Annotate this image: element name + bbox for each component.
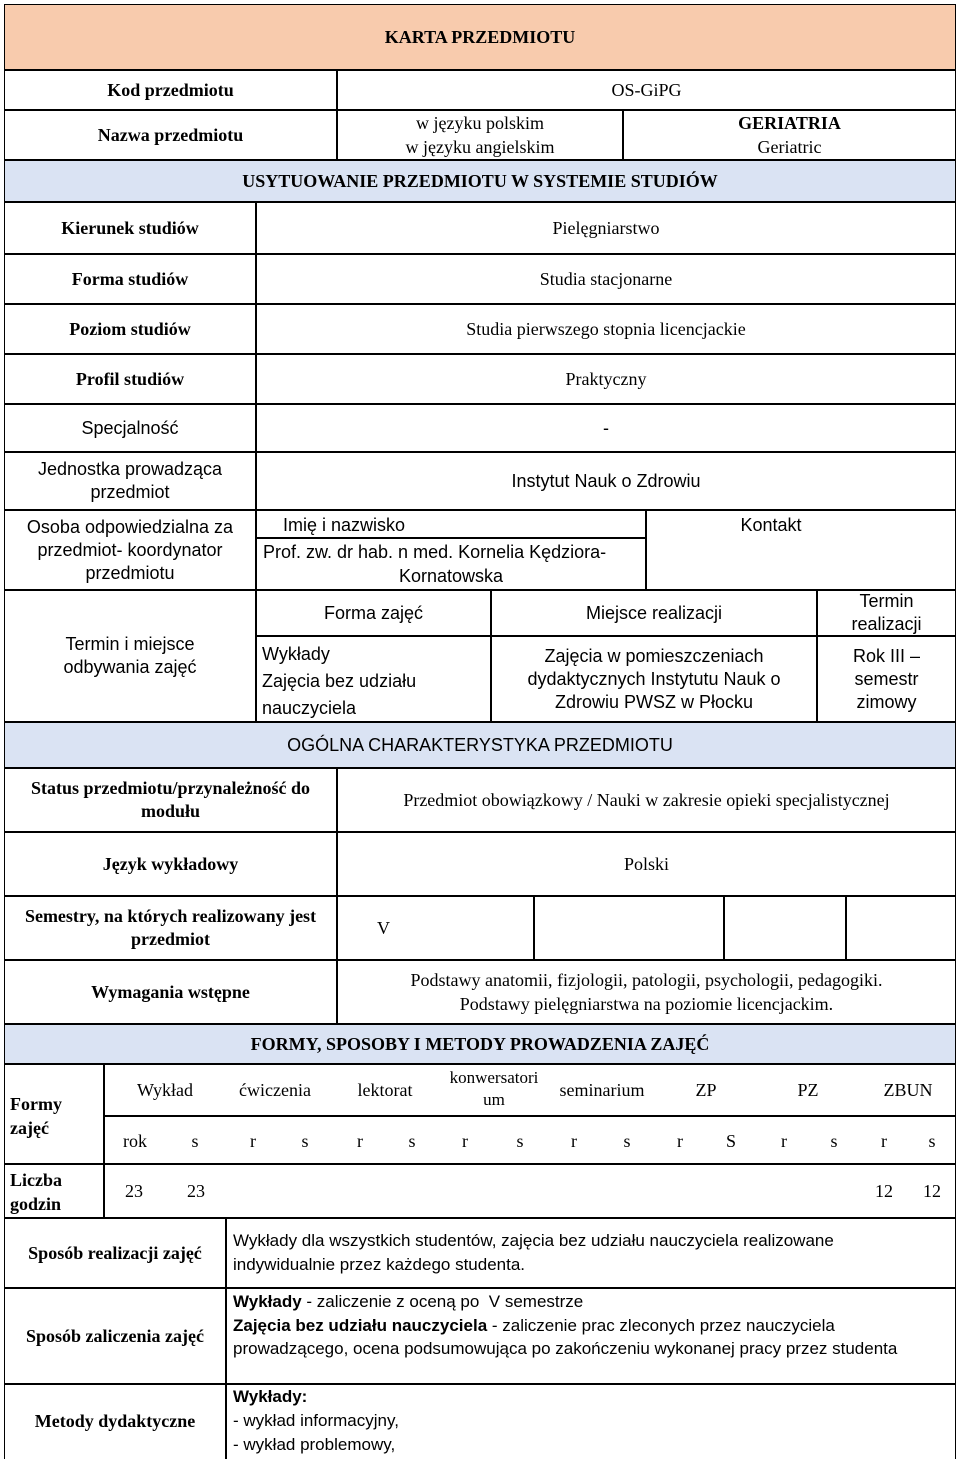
subheader-cell-1: s bbox=[191, 1131, 199, 1151]
section-ogolna-title: OGÓLNA CHARAKTERYSTYKA PRZEDMIOTU bbox=[287, 735, 673, 755]
zaliczenia-zbun-bold: Zajęcia bez udziału nauczyciela bbox=[233, 1315, 488, 1335]
zaliczenia-zbun-text: - zaliczenie prac zleconych przez nauczyciela prowadzącego, ocena podsumowująca po zakończeniu wykonanej pracy przez studenta bbox=[233, 1315, 898, 1358]
nazwa-pl-value: GERIATRIA bbox=[738, 113, 841, 133]
subheader-cell-11: S bbox=[725, 1131, 736, 1151]
semestry-cell-4 bbox=[846, 896, 956, 960]
jezyk-value: Polski bbox=[623, 853, 670, 874]
wymagania-label: Wymagania wstępne bbox=[91, 981, 250, 1002]
semestry-cell-1 bbox=[337, 896, 534, 960]
hours-cell-15: 12 bbox=[923, 1181, 941, 1201]
subheader-cell-3: s bbox=[301, 1131, 309, 1151]
realizacji-value: Wykłady dla wszystkich studentów, zajęcia bez udziału nauczyciela realizowane indywidualnie przez każdego studenta. bbox=[233, 1231, 834, 1274]
forma-studiow-label: Forma studiów bbox=[71, 268, 189, 289]
termin-termin-value: Rok III – semestr zimowy bbox=[852, 645, 921, 712]
osoba-contact-header: Kontakt bbox=[740, 515, 802, 535]
semestry-label: Semestry, na których realizowany jest przedmiot bbox=[24, 906, 317, 949]
subheader-cell-15: s bbox=[928, 1131, 936, 1151]
metody-header: Wykłady: bbox=[233, 1387, 308, 1406]
zaliczenia-label: Sposób zaliczenia zajęć bbox=[26, 1325, 204, 1346]
termin-label: Termin i miejsce odbywania zajęć bbox=[63, 634, 197, 677]
section-usytuowanie-title: USYTUOWANIE PRZEDMIOTU W SYSTEMIE STUDIÓW bbox=[242, 171, 718, 191]
kod-value: OS-GiPG bbox=[611, 79, 682, 100]
kierunek-value: Pielęgniarstwo bbox=[552, 217, 660, 238]
formy-label: Formy zajęć bbox=[10, 1094, 62, 1138]
semestry-value: V bbox=[377, 918, 390, 938]
osoba-name-line2: Kornatowska bbox=[398, 566, 504, 586]
kierunek-label: Kierunek studiów bbox=[61, 217, 199, 238]
kod-label: Kod przedmiotu bbox=[107, 79, 234, 100]
zaliczenia-wyklady-text: - zaliczenie z oceną po V semestrze bbox=[301, 1292, 584, 1311]
liczba-values-row bbox=[104, 1164, 956, 1218]
subheader-cell-10: r bbox=[677, 1131, 683, 1151]
wymagania-line2: Podstawy pielęgniarstwa na poziomie licencjackim. bbox=[459, 994, 834, 1014]
subheader-cell-9: s bbox=[623, 1131, 631, 1151]
zaliczenia-value bbox=[233, 1290, 923, 1361]
subheader-cell-2: r bbox=[250, 1131, 256, 1151]
zaliczenia-wyklady-bold: Wykłady bbox=[233, 1292, 302, 1311]
subheader-cell-6: r bbox=[462, 1131, 468, 1151]
metody-item-2: - wykład problemowy, bbox=[233, 1435, 396, 1454]
nazwa-pl-label: w języku polskim bbox=[416, 113, 544, 133]
form-type-zbun[interactable]: ZBUN bbox=[883, 1080, 933, 1100]
profil-label: Profil studiów bbox=[75, 368, 185, 389]
profil-value: Praktyczny bbox=[565, 368, 647, 389]
form-type-seminarium[interactable]: seminarium bbox=[559, 1080, 645, 1100]
form-type-konwersatorium-line2[interactable]: um bbox=[483, 1090, 505, 1109]
form-type-zp[interactable]: ZP bbox=[695, 1080, 717, 1100]
hours-cell-14: 12 bbox=[875, 1181, 893, 1201]
termin-forma-value: Wykłady Zajęcia bez udziału nauczyciela bbox=[262, 644, 417, 718]
osoba-name-line1: Prof. zw. dr hab. n med. Kornelia Kędziora- bbox=[263, 542, 607, 562]
subheader-cell-0: rok bbox=[123, 1131, 147, 1151]
form-type-pz[interactable]: PZ bbox=[797, 1080, 819, 1100]
section-formy-title: FORMY, SPOSOBY I METODY PROWADZENIA ZAJĘĆ bbox=[250, 1034, 710, 1054]
nazwa-en-label: w języku angielskim bbox=[405, 137, 555, 157]
subheader-cell-5: s bbox=[408, 1131, 416, 1151]
jednostka-value: Instytut Nauk o Zdrowiu bbox=[511, 470, 701, 491]
nazwa-en-value: Geriatric bbox=[757, 137, 822, 157]
status-label: Status przedmiotu/przynależność do modułu bbox=[31, 778, 310, 821]
semestry-cell-3 bbox=[724, 896, 846, 960]
poziom-label: Poziom studiów bbox=[69, 318, 191, 339]
subheader-cell-8: r bbox=[571, 1131, 577, 1151]
wymagania-line1: Podstawy anatomii, fizjologii, patologii, psychologii, pedagogiki. bbox=[410, 970, 883, 990]
realizacji-label: Sposób realizacji zajęć bbox=[28, 1242, 202, 1263]
metody-label: Metody dydaktyczne bbox=[34, 1411, 196, 1431]
jednostka-label: Jednostka prowadząca przedmiot bbox=[37, 459, 223, 502]
subheader-cell-7: s bbox=[516, 1131, 524, 1151]
termin-termin-header: Termin realizacji bbox=[851, 591, 922, 634]
metody-item-1: - wykład informacyjny, bbox=[233, 1411, 399, 1430]
specjalnosc-label: Specjalność bbox=[81, 417, 179, 438]
subheader-cell-4: r bbox=[357, 1131, 363, 1151]
specjalnosc-value: - bbox=[603, 417, 609, 438]
nazwa-label: Nazwa przedmiotu bbox=[97, 124, 244, 145]
subheader-cell-13: s bbox=[830, 1131, 838, 1151]
hours-cell-1: 23 bbox=[187, 1181, 205, 1201]
hours-cell-0: 23 bbox=[125, 1181, 143, 1201]
status-value: Przedmiot obowiązkowy / Nauki w zakresie opieki specjalistycznej bbox=[403, 789, 890, 810]
termin-forma-header: Forma zajęć bbox=[323, 602, 424, 623]
form-type-konwersatorium-line1[interactable]: konwersatori bbox=[449, 1068, 539, 1087]
forma-studiow-value: Studia stacjonarne bbox=[539, 268, 673, 289]
form-type-wyklad[interactable]: Wykład bbox=[137, 1080, 193, 1100]
osoba-name-header: Imię i nazwisko bbox=[283, 515, 406, 535]
termin-miejsce-header: Miejsce realizacji bbox=[585, 602, 723, 623]
form-type-cwiczenia[interactable]: ćwiczenia bbox=[239, 1080, 311, 1100]
osoba-label: Osoba odpowiedzialna za przedmiot- koordynator przedmiotu bbox=[26, 516, 234, 583]
poziom-value: Studia pierwszego stopnia licencjackie bbox=[466, 318, 746, 339]
liczba-label: Liczba godzin bbox=[10, 1170, 62, 1214]
subheader-cell-12: r bbox=[781, 1131, 787, 1151]
termin-miejsce-value: Zajęcia w pomieszczeniach dydaktycznych Instytutu Nauk o Zdrowiu PWSZ w Płocku bbox=[527, 645, 781, 712]
semestry-cell-2 bbox=[534, 896, 724, 960]
form-type-lektorat[interactable]: lektorat bbox=[357, 1080, 413, 1100]
subheader-cell-14: r bbox=[881, 1131, 887, 1151]
jezyk-label: Język wykładowy bbox=[102, 853, 239, 874]
page-title: KARTA PRZEDMIOTU bbox=[384, 26, 576, 47]
